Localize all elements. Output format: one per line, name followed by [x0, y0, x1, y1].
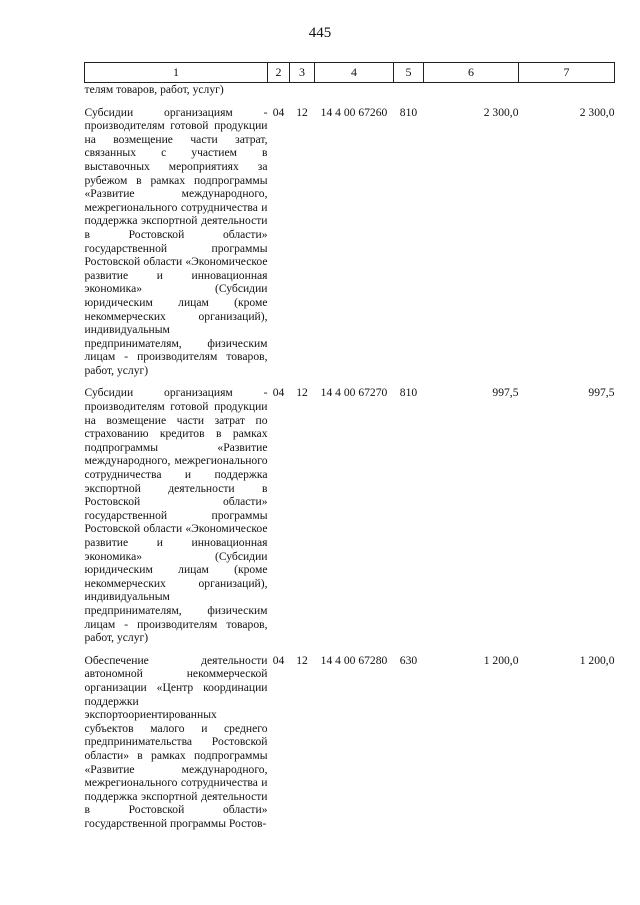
column-number-row	[85, 63, 615, 83]
row-subsection: 12	[296, 105, 308, 119]
row-amount-2: 997,5	[588, 386, 615, 400]
row-amount-1: 997,5	[492, 386, 519, 400]
row-section: 04	[272, 105, 285, 119]
row-subsection: 12	[296, 653, 308, 667]
continuation-text: телям товаров, работ, услуг)	[84, 83, 224, 96]
row-section: 04	[272, 386, 285, 400]
table-row	[85, 377, 615, 644]
row-amount-2: 1 200,0	[579, 653, 615, 667]
page-number: 445	[308, 25, 332, 41]
column-header-2: 2	[268, 63, 290, 83]
row-target-code: 14 4 00 67260	[320, 105, 388, 119]
row-amount-1: 2 300,0	[483, 105, 519, 119]
row-expense-type: 810	[399, 386, 418, 400]
row-amount-2: 2 300,0	[579, 105, 615, 119]
column-header-4: 4	[315, 63, 394, 83]
row-expense-type: 810	[399, 105, 418, 119]
row-amount-1: 1 200,0	[483, 653, 519, 667]
column-header-5: 5	[394, 63, 424, 83]
row-target-code: 14 4 00 67280	[320, 653, 388, 667]
row-description: Субсидии организациям - производителям готовой продукции на возмещение части затрат по страхованию кредитов в рамках подпрограммы «Развитие международного, межрегионального сотрудничества и поддержка экспортной деятельности в Ростовской области» государственной программы Ростовской области «Экономическое развитие и инновационная экономика» (Субсидии юридическим лицам (кроме некоммерческих организаций), индивидуальным предпринимателям, физическим лицам - производителям товаров, работ, услуг)	[84, 386, 268, 645]
table-row	[85, 97, 615, 378]
row-subsection: 12	[296, 386, 308, 400]
column-header-6: 6	[424, 63, 519, 83]
table-row	[85, 645, 615, 831]
budget-table	[84, 62, 615, 830]
column-header-7: 7	[519, 63, 615, 83]
column-header-3: 3	[290, 63, 315, 83]
row-description: Обеспечение деятельности автономной некоммерческой организации «Центр координации поддержки экспортоориентированных субъектов малого и среднего предпринимательства Ростовской области» в рамках подпрограммы «Развитие международного, межрегионального сотрудничества и поддержка экспортной деятельности в Ростовской области» государственной программы Ростов-	[84, 653, 268, 830]
continuation-row	[85, 83, 615, 97]
row-section: 04	[272, 653, 285, 667]
column-header-1: 1	[85, 63, 268, 83]
row-target-code: 14 4 00 67270	[320, 386, 388, 400]
row-expense-type: 630	[399, 653, 418, 667]
row-description: Субсидии организациям - производителям готовой продукции на возмещение части затрат, связанных с участием в выставочных мероприятиях за рубежом в рамках подпрограммы «Развитие международного, межрегионального сотрудничества и поддержка экспортной деятельности в Ростовской области» государственной программы Ростовской области «Экономическое развитие и инновационная экономика» (Субсидии юридическим лицам (кроме некоммерческих организаций), индивидуальным предпринимателям, физическим лицам - производителям товаров, работ, услуг)	[84, 105, 268, 377]
